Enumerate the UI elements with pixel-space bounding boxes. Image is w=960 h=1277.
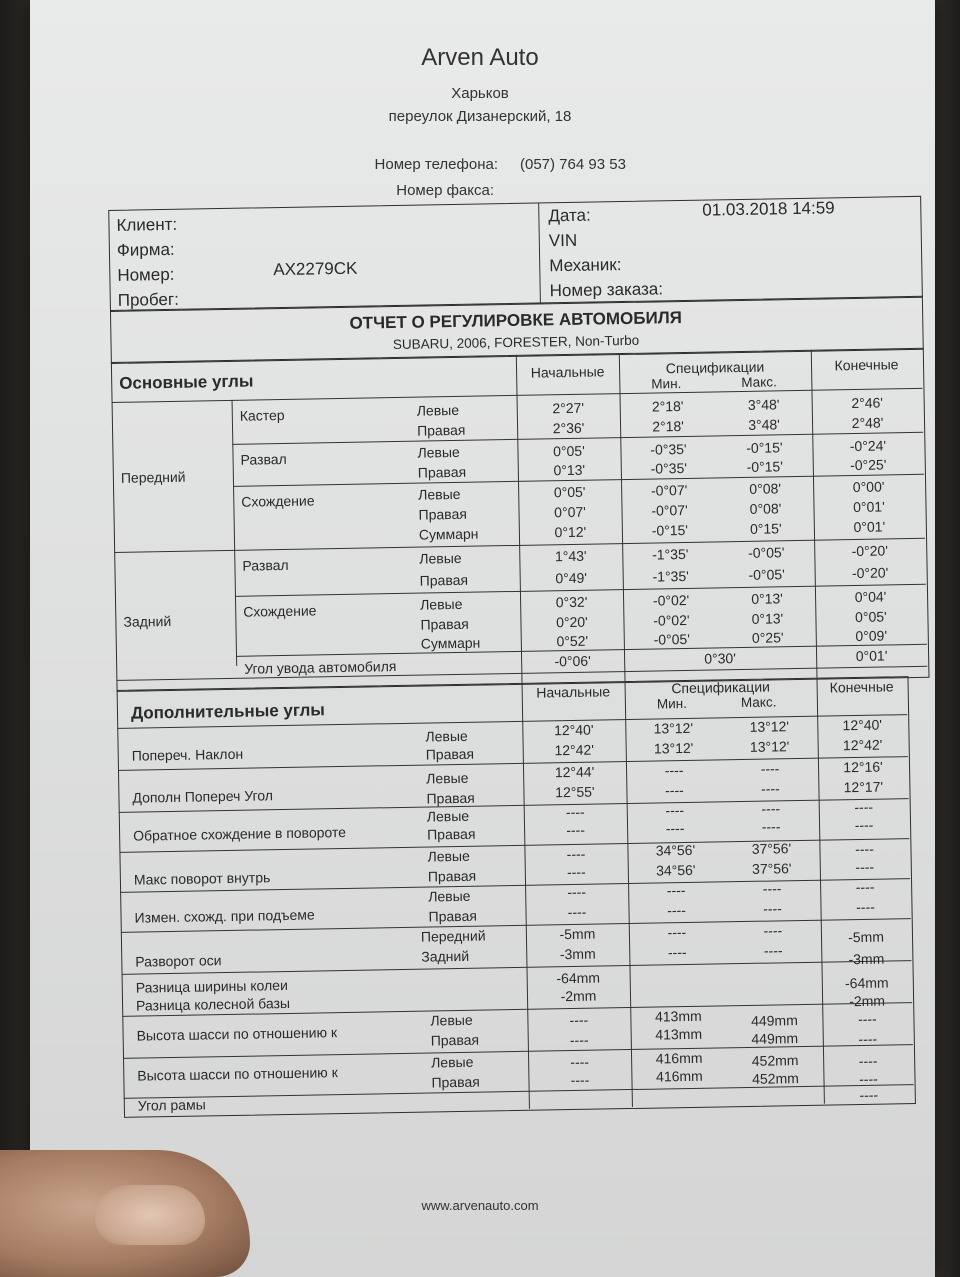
value-cell: 12°40'	[553, 721, 594, 739]
value-cell: ----	[763, 942, 783, 959]
value-cell: 0°15'	[749, 520, 782, 537]
value-cell: -0°35'	[650, 440, 687, 458]
value-cell: ----	[567, 903, 587, 921]
value-cell: 2°18'	[652, 417, 685, 435]
side-left: Левые	[427, 847, 470, 865]
side-right: Правая	[427, 825, 476, 843]
side-left: Левые	[430, 1053, 474, 1071]
value-cell: 0°05'	[553, 483, 586, 501]
report-title: ОТЧЕТ О РЕГУЛИРОВКЕ АВТОМОБИЛЯ	[349, 308, 683, 333]
value-cell: 13°12'	[749, 738, 790, 755]
fax-label: Номер факса:	[396, 182, 494, 199]
value-cell: ----	[665, 820, 685, 837]
value-cell: -2mm	[849, 992, 886, 1010]
value-cell: 3°48'	[748, 416, 781, 433]
side-right: Правая	[416, 421, 466, 439]
setback-label: Разворот оси	[135, 952, 222, 970]
value-cell: 12°40'	[842, 716, 883, 734]
value-cell: ----	[859, 1070, 878, 1088]
value-cell: ----	[762, 880, 782, 897]
value-cell: ----	[664, 782, 684, 799]
col-min: Мин.	[651, 376, 682, 392]
value-cell: -0°05'	[653, 630, 691, 648]
value-cell: ----	[566, 821, 586, 839]
col-final: Конечные	[834, 356, 899, 374]
value-cell: -64mm	[844, 974, 889, 992]
value-cell: -64mm	[556, 969, 601, 987]
side-left: Левые	[428, 887, 471, 905]
col-initial: Начальные	[530, 363, 605, 381]
value-cell: 449mm	[751, 1030, 799, 1047]
side-total: Суммарн	[418, 525, 479, 543]
value-cell: 0°49'	[555, 569, 588, 587]
value-cell: -0°07'	[650, 481, 688, 499]
value-cell: 0°12'	[554, 523, 587, 541]
value-cell: 452mm	[751, 1052, 799, 1069]
value-cell: 2°48'	[851, 414, 884, 432]
value-cell: 0°32'	[555, 593, 588, 611]
value-cell: -0°02'	[653, 611, 690, 629]
value-cell: 0°08'	[749, 480, 782, 497]
value-cell: ----	[570, 1053, 590, 1071]
included-angle-label: Дополн Попереч Угол	[132, 787, 274, 806]
value-cell: -1°35'	[652, 545, 689, 563]
alignment-report-form	[108, 184, 939, 1116]
date-label: Дата:	[548, 205, 591, 226]
value-cell: 0°01'	[855, 647, 888, 665]
side-right: Правая	[427, 867, 477, 885]
value-cell: -0°20'	[851, 542, 889, 560]
caster-label: Кастер	[239, 406, 285, 424]
side-right: Правая	[417, 463, 467, 481]
side-right: Правая	[420, 615, 469, 633]
value-cell: ----	[760, 760, 780, 777]
axle-front: Передний	[420, 927, 486, 945]
side-left: Левые	[418, 485, 461, 503]
value-cell: ----	[666, 882, 686, 899]
side-right: Правая	[418, 505, 468, 523]
value-cell: 0°01'	[853, 498, 885, 516]
value-cell: 0°52'	[556, 632, 589, 650]
side-right: Правая	[430, 1031, 480, 1049]
value-cell: 413mm	[654, 1007, 702, 1025]
value-cell: ----	[855, 858, 875, 876]
value-cell: ----	[665, 802, 685, 819]
vin-label: VIN	[548, 230, 578, 251]
value-cell: ----	[760, 780, 780, 797]
value-cell: 2°27'	[552, 399, 585, 417]
value-cell: 0°13'	[751, 610, 784, 627]
value-cell: -0°25'	[849, 456, 887, 474]
value-cell: -0°15'	[746, 439, 783, 456]
value-cell: 13°12'	[749, 718, 790, 735]
wheelbase-diff-label: Разница колесной базы	[135, 994, 291, 1014]
value-cell: -0°20'	[851, 564, 889, 582]
value-cell: ----	[567, 883, 587, 901]
value-cell: 34°56'	[655, 861, 696, 879]
value-cell: 0°08'	[749, 500, 782, 517]
col-max: Макс.	[740, 694, 777, 711]
side-right: Правая	[419, 571, 469, 589]
value-cell: 2°36'	[552, 419, 585, 437]
side-right: Правая	[426, 789, 475, 807]
value-cell: 0°30'	[704, 650, 737, 667]
side-total: Суммарн	[420, 634, 481, 652]
company-city: Харьков	[451, 85, 509, 102]
value-cell: 2°18'	[651, 397, 684, 415]
mileage-label: Пробег:	[117, 289, 180, 310]
sai-label: Попереч. Наклон	[131, 745, 244, 764]
value-cell: ----	[761, 818, 781, 835]
value-cell: 0°07'	[554, 503, 586, 521]
value-cell: ----	[566, 845, 586, 863]
phone-label: Номер телефона:	[374, 156, 498, 173]
track-width-diff-label: Разница ширины колеи	[135, 976, 288, 996]
value-cell: 3°48'	[747, 396, 780, 413]
side-right: Правая	[428, 907, 478, 925]
value-cell: 413mm	[655, 1025, 703, 1043]
col-specs: Спецификации	[671, 678, 771, 697]
value-cell: 0°05'	[854, 608, 887, 626]
value-cell: 0°20'	[556, 613, 588, 631]
value-cell: -2mm	[560, 987, 597, 1005]
value-cell: ----	[854, 798, 874, 816]
value-cell: ----	[855, 840, 874, 858]
value-cell: ----	[667, 944, 687, 961]
value-cell: ----	[667, 924, 687, 941]
value-cell: -0°05'	[748, 566, 785, 583]
phone-value: (057) 764 93 53	[520, 156, 626, 173]
value-cell: -0°02'	[652, 591, 690, 609]
value-cell: 13°12'	[653, 739, 694, 757]
value-cell: 0°09'	[855, 627, 888, 645]
axle-rear: Задний	[421, 947, 470, 965]
value-cell: 12°17'	[843, 778, 884, 796]
value-cell: ----	[855, 878, 875, 896]
col-specs: Спецификации	[665, 358, 765, 377]
side-left: Левые	[425, 727, 468, 745]
col-min: Мин.	[656, 695, 688, 712]
date-value: 01.03.2018 14:59	[702, 198, 835, 220]
value-cell: ----	[664, 762, 684, 779]
value-cell: 12°42'	[554, 741, 595, 759]
frame-angle-label: Угол рамы	[137, 1096, 206, 1114]
firm-label: Фирма:	[116, 239, 175, 260]
value-cell: -0°06'	[554, 652, 591, 670]
value-cell: 0°13'	[553, 461, 586, 479]
value-cell: ----	[858, 1030, 878, 1048]
value-cell: -0°07'	[651, 501, 688, 519]
value-cell: -5mm	[847, 928, 885, 946]
value-cell: 452mm	[751, 1070, 799, 1087]
value-cell: 449mm	[750, 1012, 798, 1029]
value-cell: ----	[856, 898, 875, 916]
value-cell: ----	[859, 1086, 879, 1104]
toe-out-on-turns-label: Обратное схождение в повороте	[132, 823, 347, 844]
side-right: Правая	[431, 1073, 480, 1091]
ride-height-label: Высота шасси по отношению к	[136, 1024, 338, 1044]
company-address: переулок Дизанерский, 18	[388, 108, 572, 125]
value-cell: ----	[566, 863, 586, 881]
value-cell: ----	[763, 922, 783, 939]
order-label: Номер заказа:	[549, 279, 664, 301]
number-label: Номер:	[117, 264, 175, 285]
value-cell: ----	[854, 816, 874, 834]
value-cell: ----	[761, 800, 781, 817]
value-cell: 12°44'	[554, 763, 595, 781]
client-label: Клиент:	[116, 214, 178, 235]
website-footer: www.arvenauto.com	[421, 1198, 539, 1213]
col-initial: Начальные	[536, 683, 611, 701]
value-cell: -1°35'	[652, 567, 689, 585]
value-cell: 12°55'	[555, 783, 595, 801]
value-cell: 0°13'	[751, 590, 784, 607]
value-cell: 34°56'	[655, 841, 696, 859]
value-cell: 2°46'	[851, 394, 884, 412]
value-cell: ----	[858, 1052, 878, 1070]
value-cell: ----	[569, 1011, 589, 1029]
value-cell: -5mm	[559, 925, 596, 943]
value-cell: 0°25'	[751, 629, 784, 646]
number-value: AX2279CK	[273, 258, 358, 280]
value-cell: ----	[565, 803, 585, 821]
value-cell: 0°00'	[852, 478, 885, 496]
value-cell: -3mm	[559, 945, 596, 963]
value-cell: 13°12'	[653, 719, 694, 737]
value-cell: 0°04'	[854, 588, 887, 606]
col-max: Макс.	[741, 374, 777, 390]
value-cell: 12°16'	[843, 758, 883, 776]
side-left: Левые	[426, 769, 469, 787]
company-name: Arven Auto	[421, 44, 539, 71]
side-left: Левые	[419, 549, 462, 567]
toe-label: Схождение	[243, 602, 317, 620]
value-cell: ----	[569, 1031, 589, 1049]
col-final: Конечные	[829, 678, 894, 696]
vehicle-info: SUBARU, 2006, FORESTER, Non-Turbo	[392, 332, 640, 353]
value-cell: -0°15'	[746, 458, 784, 475]
camber-label: Развал	[240, 450, 287, 468]
value-cell: ----	[570, 1071, 590, 1089]
camber-label: Развал	[242, 556, 289, 574]
ride-height-label: Высота шасси по отношению к	[137, 1064, 338, 1084]
side-left: Левые	[430, 1011, 473, 1029]
value-cell: -3mm	[848, 950, 885, 968]
side-left: Левые	[420, 595, 463, 613]
value-cell: ----	[857, 1010, 877, 1028]
side-left: Левые	[416, 401, 460, 419]
finger-thumbnail	[95, 1185, 205, 1245]
value-cell: -0°05'	[747, 544, 785, 561]
value-cell: 0°01'	[853, 518, 886, 536]
mechanic-label: Механик:	[549, 255, 622, 276]
value-cell: -0°35'	[650, 459, 688, 477]
thrust-angle-label: Угол увода автомобиля	[244, 658, 397, 677]
value-cell: 37°56'	[751, 860, 792, 877]
value-cell: 1°43'	[554, 547, 587, 565]
value-cell: 12°42'	[842, 736, 883, 754]
side-left: Левые	[426, 807, 470, 825]
side-right: Правая	[425, 745, 475, 763]
value-cell: -0°15'	[651, 521, 689, 539]
value-cell: ----	[763, 900, 782, 917]
extra-angles-title: Дополнительные углы	[130, 700, 326, 723]
value-cell: 416mm	[655, 1067, 703, 1085]
toe-label: Схождение	[241, 492, 315, 510]
value-cell: 416mm	[655, 1049, 703, 1067]
value-cell: 0°05'	[553, 442, 585, 460]
bump-steer-label: Измен. схожд. при подъеме	[134, 906, 315, 926]
value-cell: ----	[667, 902, 686, 919]
max-turn-label: Макс поворот внутрь	[133, 869, 271, 888]
value-cell: -0°24'	[849, 437, 887, 455]
value-cell: 37°56'	[751, 840, 792, 857]
side-left: Левые	[417, 443, 460, 461]
main-angles-title: Основные углы	[119, 371, 254, 393]
rear-axle-label: Задний	[123, 612, 172, 630]
front-axle-label: Передний	[120, 468, 186, 486]
